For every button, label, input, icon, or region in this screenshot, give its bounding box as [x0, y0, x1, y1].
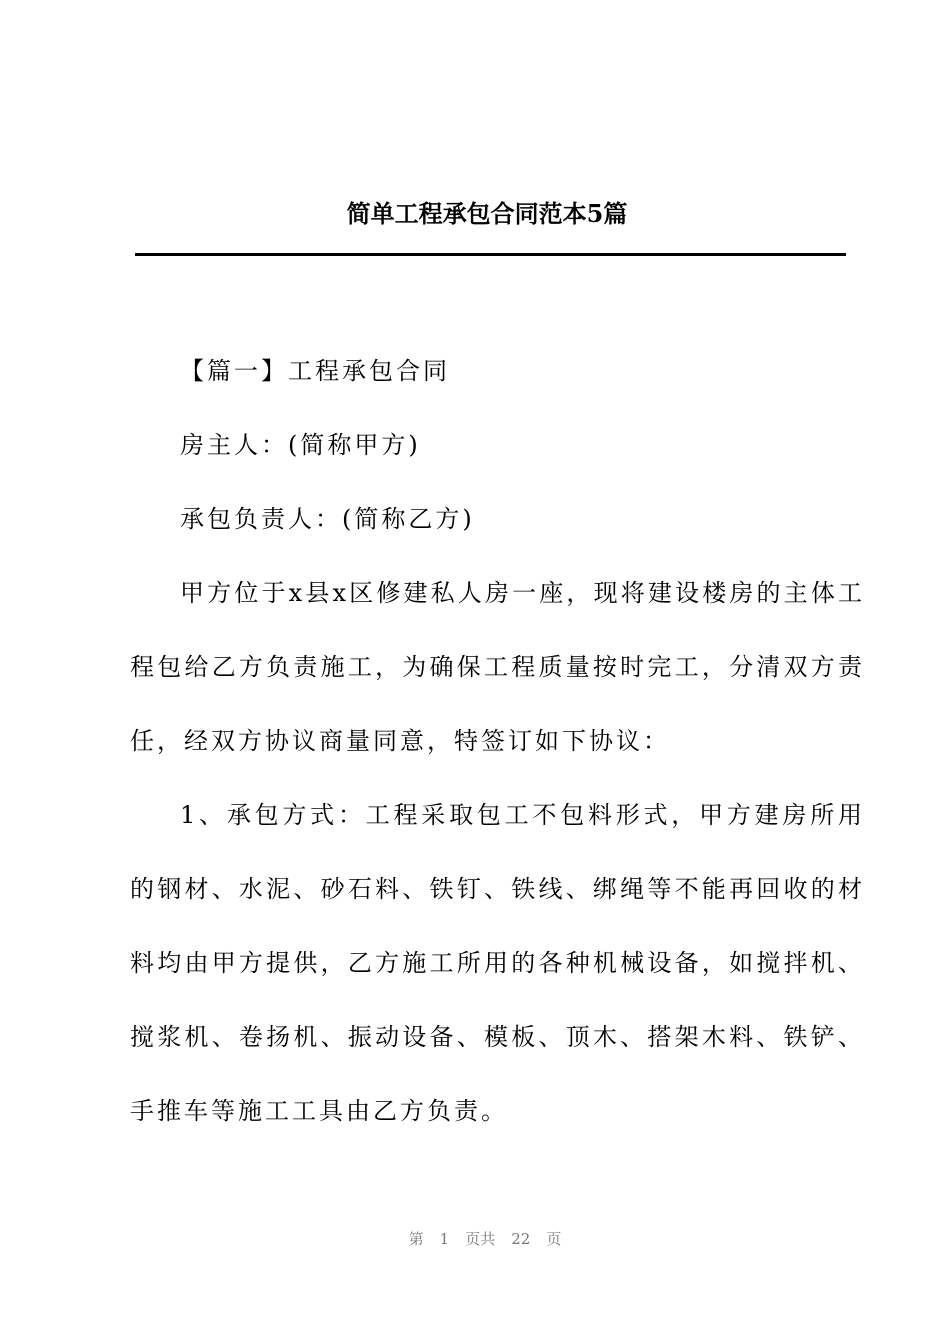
footer-middle: 页共	[465, 1230, 496, 1248]
title-divider	[135, 253, 846, 256]
document-title: 简单工程承包合同范本5篇	[346, 199, 628, 228]
footer-suffix: 页	[546, 1230, 562, 1248]
party-a-line: 房主人：(简称甲方)	[180, 431, 421, 459]
footer-current-page: 1	[439, 1230, 450, 1248]
page-footer	[0, 1227, 950, 1251]
footer-prefix: 第	[408, 1230, 424, 1248]
footer-total-pages: 22	[511, 1230, 531, 1248]
clause-1-paragraph: 1、承包方式：工程采取包工不包料形式，甲方建房所用的钢材、水泥、砂石料、铁钉、铁线、绑绳等不能再回收的材料均由甲方提供，乙方施工所用的各种机械设备，如搅拌机、搅浆机、卷扬机、振动设备、模板、顶木、搭架木料、铁铲、手推车等施工工具由乙方负责。	[130, 801, 865, 1125]
document-body	[130, 334, 865, 1148]
section-heading: 【篇一】工程承包合同	[180, 357, 450, 385]
intro-paragraph: 甲方位于x县x区修建私人房一座，现将建设楼房的主体工程包给乙方负责施工，为确保工程质量按时完工，分清双方责任，经双方协议商量同意，特签订如下协议：	[130, 579, 865, 755]
party-b-line: 承包负责人：(简称乙方)	[180, 505, 475, 533]
